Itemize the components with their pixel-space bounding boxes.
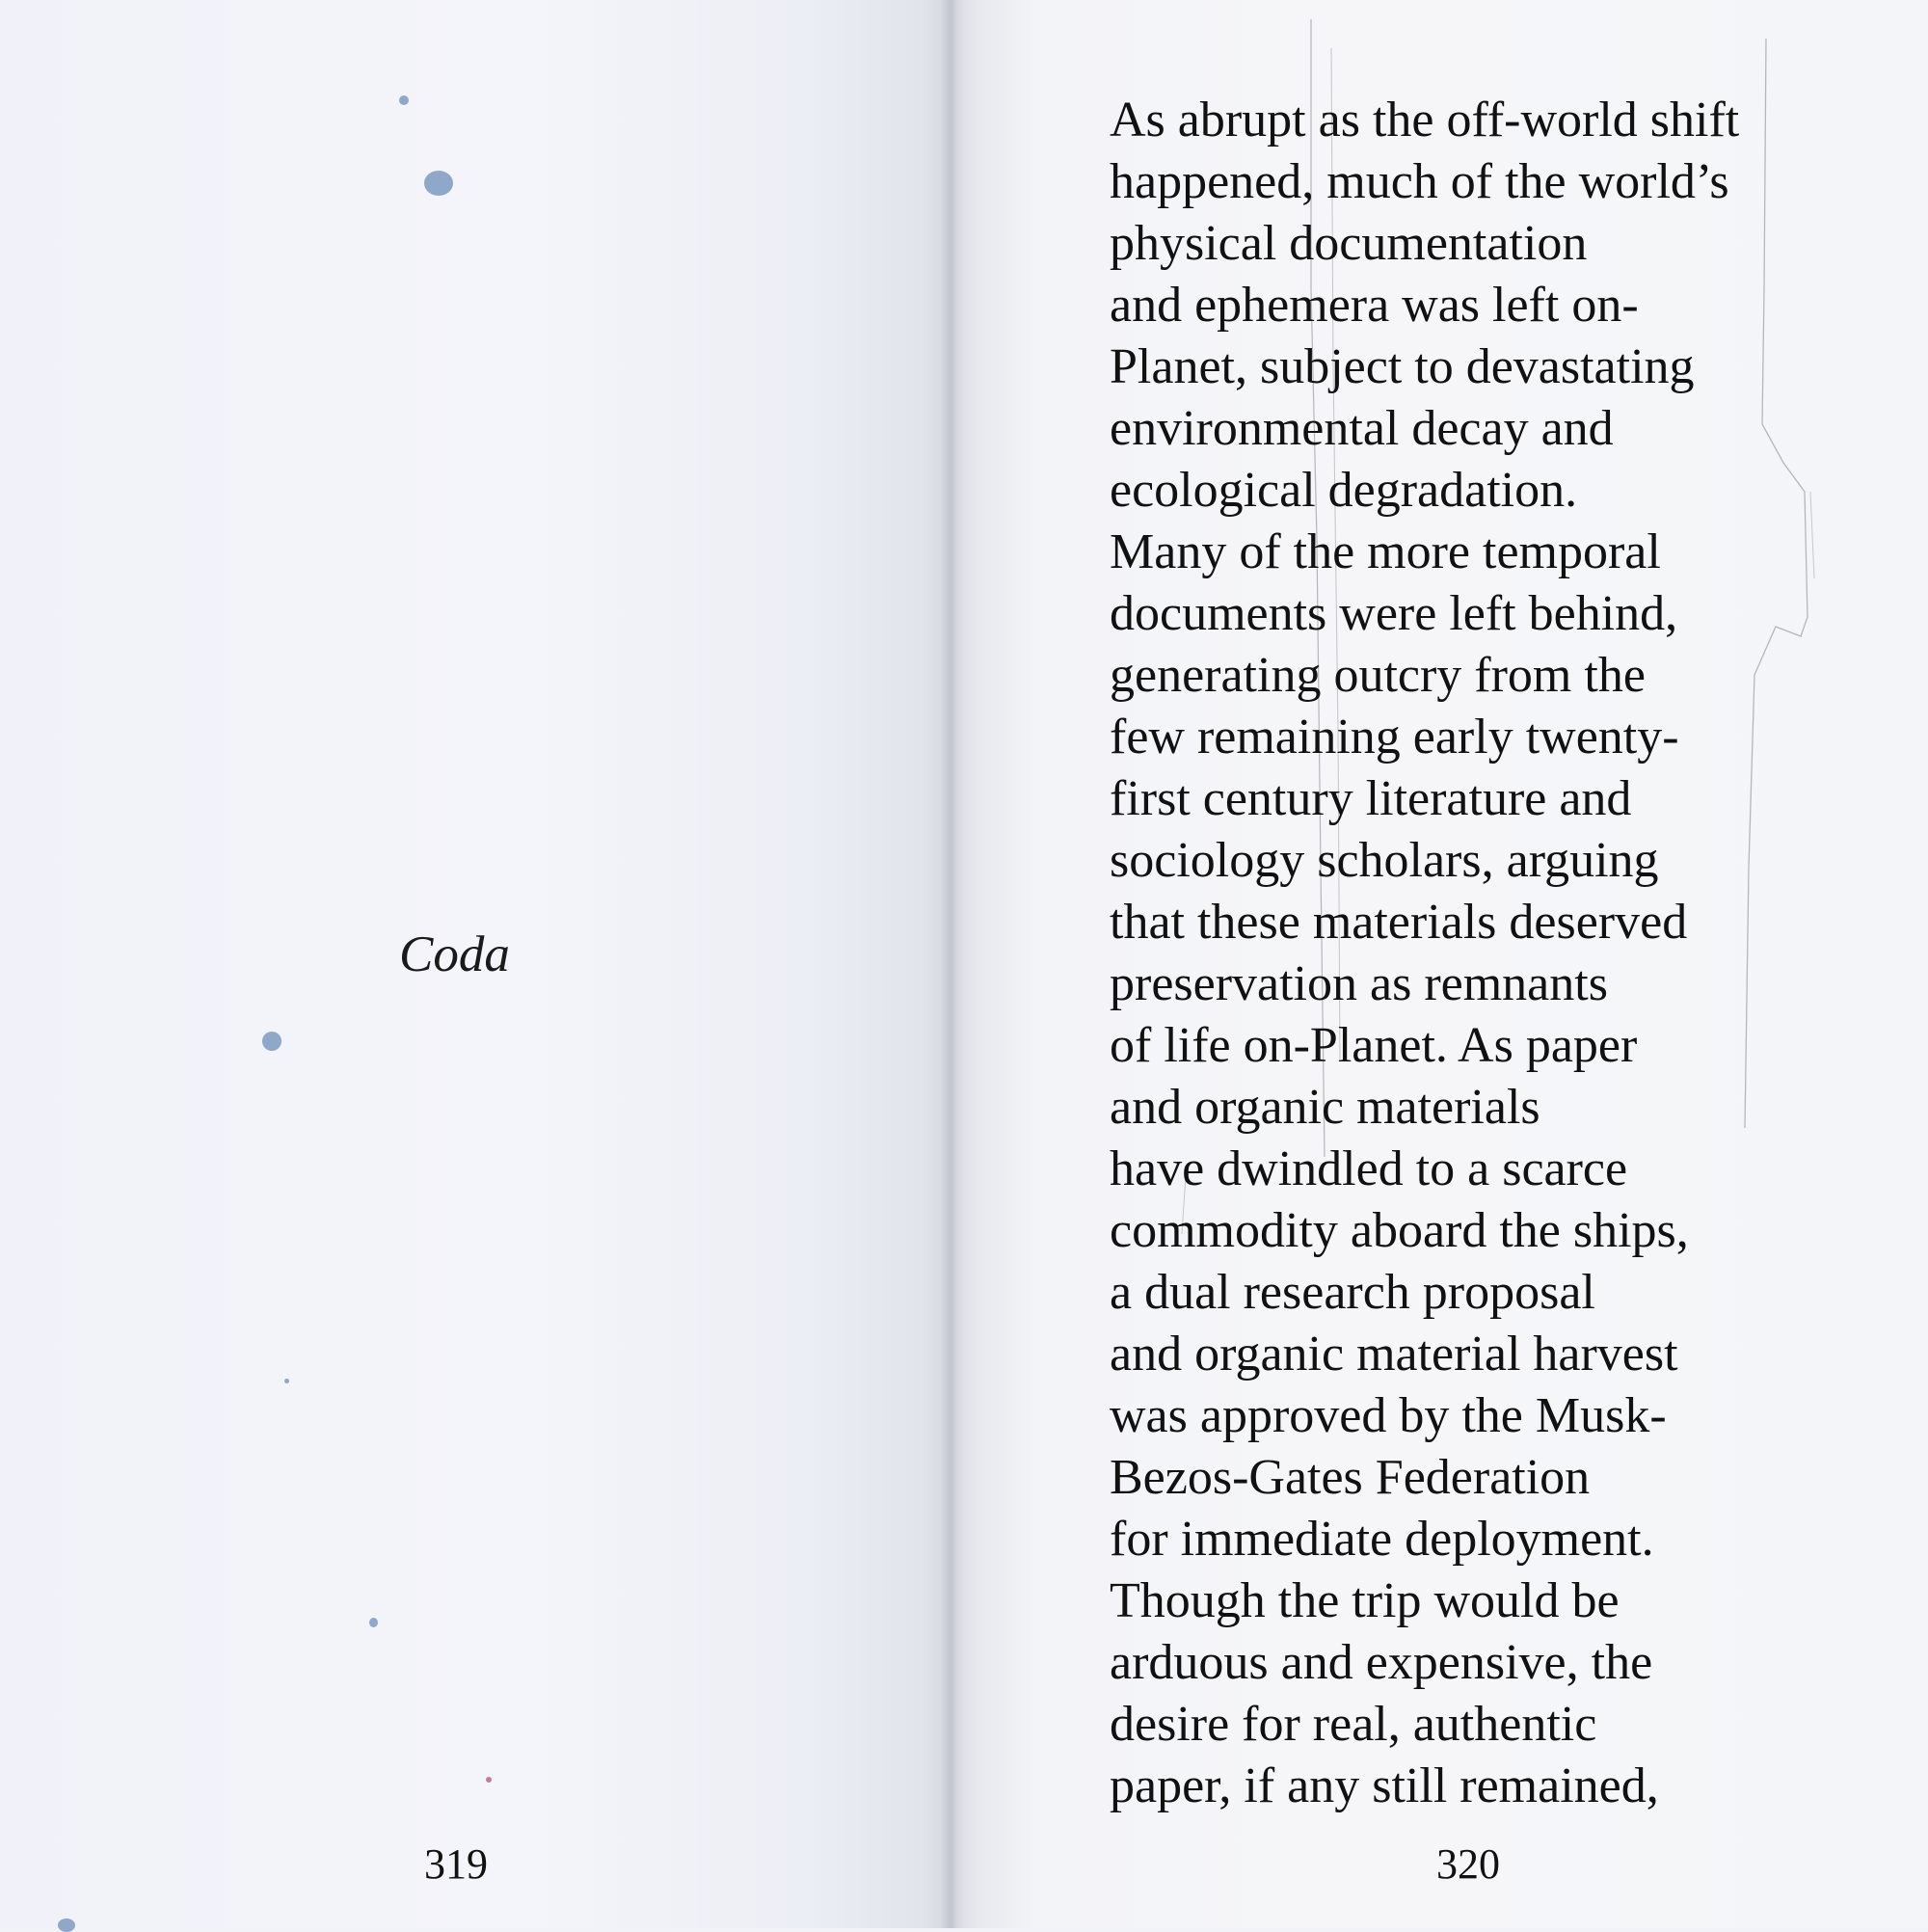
page-number-right: 320: [1436, 1840, 1500, 1888]
text-line: happened, much of the world’s: [1110, 154, 1729, 209]
book-gutter: [940, 0, 965, 1928]
page-number-left: 319: [424, 1840, 488, 1888]
ink-spot: [262, 1032, 281, 1051]
text-line: desire for real, authentic: [1110, 1697, 1597, 1752]
text-line: Planet, subject to devastating: [1110, 339, 1695, 394]
text-line: and ephemera was left on-: [1110, 278, 1639, 333]
text-line: have dwindled to a scarce: [1110, 1141, 1628, 1196]
ink-spot: [486, 1777, 492, 1783]
text-line: paper, if any still remained,: [1110, 1758, 1659, 1813]
text-line: few remaining early twenty-: [1110, 710, 1679, 765]
ink-spot: [284, 1379, 289, 1383]
text-line: and organic materials: [1110, 1080, 1540, 1135]
body-text: [1110, 90, 1900, 1817]
left-page: [0, 0, 950, 1928]
ink-spot: [399, 95, 409, 105]
text-line: and organic material harvest: [1110, 1327, 1678, 1382]
chapter-title: Coda: [399, 926, 510, 982]
text-line: for immediate deployment.: [1110, 1512, 1654, 1567]
text-line: preservation as remnants: [1110, 956, 1608, 1011]
ink-spot: [58, 1919, 75, 1932]
text-line: ecological degradation.: [1110, 463, 1578, 518]
text-line: was approved by the Musk-: [1110, 1388, 1667, 1443]
text-line: Bezos-Gates Federation: [1110, 1450, 1591, 1505]
text-line: generating outcry from the: [1110, 648, 1646, 703]
text-line: that these materials deserved: [1110, 895, 1688, 950]
text-line: As abrupt as the off-world shift: [1110, 93, 1740, 148]
text-line: arduous and expensive, the: [1110, 1635, 1653, 1690]
text-line: Many of the more temporal: [1110, 524, 1661, 579]
ink-spot: [424, 171, 453, 196]
text-line: physical documentation: [1110, 216, 1588, 271]
text-line: documents were left behind,: [1110, 586, 1678, 641]
text-line: sociology scholars, arguing: [1110, 833, 1659, 888]
text-line: commodity aboard the ships,: [1110, 1203, 1689, 1258]
text-line: of life on-Planet. As paper: [1110, 1018, 1638, 1073]
text-line: first century literature and: [1110, 771, 1632, 826]
text-line: environmental decay and: [1110, 401, 1614, 456]
text-line: Though the trip would be: [1110, 1573, 1620, 1628]
text-line: a dual research proposal: [1110, 1265, 1595, 1320]
ink-spot: [369, 1618, 378, 1627]
